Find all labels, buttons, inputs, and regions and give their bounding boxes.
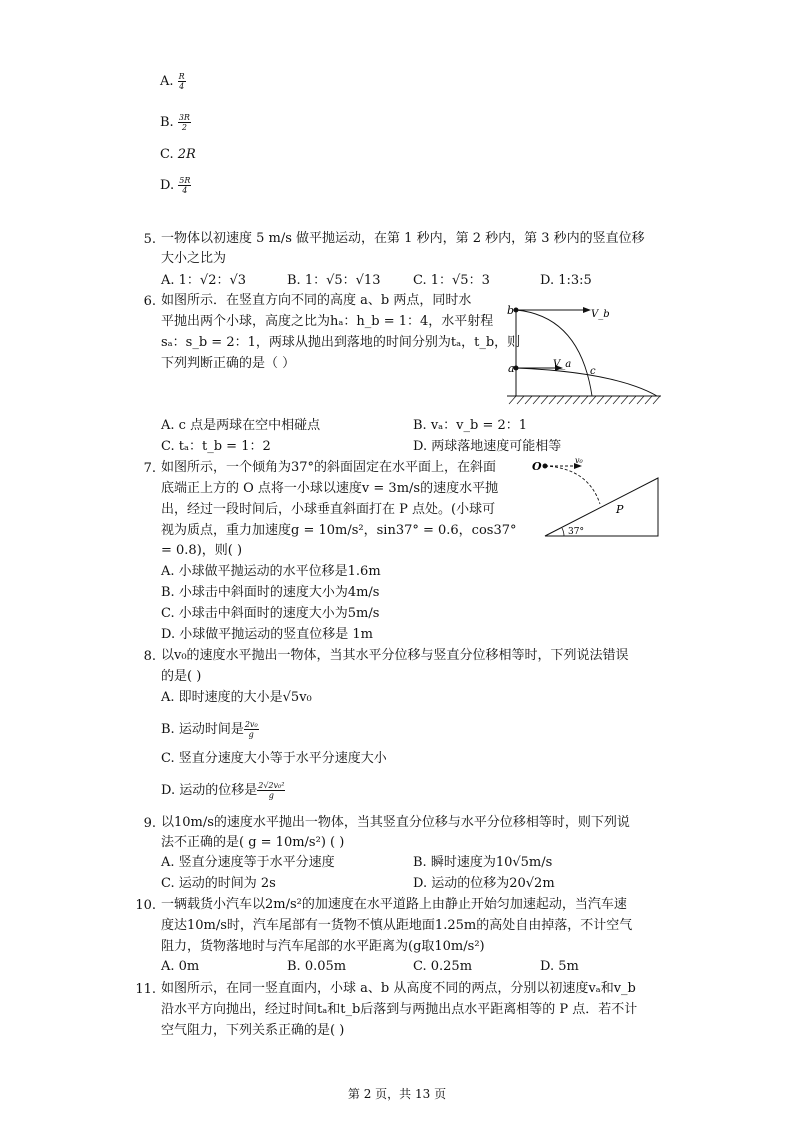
q10-text-line: 阻力，货物落地时与汽车尾部的水平距离为(g取10m/s²): [161, 939, 485, 954]
q7-text-line: = 0.8)，则( ): [161, 543, 243, 558]
fraction: $\frac{\text{2√2v₀²}}{g}$: [258, 781, 285, 800]
q5-text-line: 一物体以初速度 5 m/s 做平抛运动，在第 1 秒内，第 2 秒内，第 3 秒内的竖直位移: [161, 231, 645, 246]
label-o: O: [532, 460, 542, 473]
fraction: $\frac{5R}{4}$: [179, 176, 191, 195]
q10-option-a: A. 0m: [161, 959, 200, 974]
q6-option-d: D. 两球落地速度可能相等: [413, 439, 562, 454]
label-angle: 37°: [568, 527, 584, 537]
q7-text-line: 底端正上方的 O 点将一小球以速度v = 3m/s的速度水平抛: [161, 481, 499, 496]
q9-option-a: A. 竖直分速度等于水平分速度: [161, 855, 335, 870]
q8-option-a: A. 即时速度的大小是√5v₀: [161, 690, 312, 705]
q11-text-line: 沿水平方向抛出，经过时间tₐ和t_b后落到与两抛出点水平距离相等的 P 点．若不计: [161, 1002, 638, 1017]
q7-option-b: B. 小球击中斜面时的速度大小为4m/s: [161, 585, 380, 600]
question-number: 6.: [143, 294, 156, 309]
q6-text-line: sₐ：s_b = 2：1，两球从抛出到落地的时间分别为tₐ，t_b，则: [161, 335, 521, 350]
q7-option-a: A. 小球做平抛运动的水平位移是1.6m: [161, 564, 381, 579]
q9-option-c: C. 运动的时间为 2s: [161, 876, 276, 891]
q9-option-b: B. 瞬时速度为10√5m/s: [413, 855, 553, 870]
label-p: P: [616, 503, 624, 516]
q7-option-c: C. 小球击中斜面时的速度大小为5m/s: [161, 606, 380, 621]
q7-option-d: D. 小球做平抛运动的竖直位移是 1m: [161, 627, 373, 642]
q5-option-b: B. 1：√5：√13: [287, 273, 381, 288]
q10-text-line: 一辆载货小汽车以2m/s²的加速度在水平道路上由静止开始匀加速起动，当汽车速: [161, 897, 627, 912]
q8-text-line: 的是( ): [161, 669, 202, 684]
question-number: 5.: [143, 232, 156, 247]
q7-text-line: 视为质点，重力加速度g = 10m/s²，sin37° = 0.6，cos37°: [161, 523, 517, 538]
q10-option-b: B. 0.05m: [287, 959, 347, 974]
q9-text-line: 以10m/s的速度水平抛出一物体，当其竖直分位移与水平分位移相等时，则下列说: [161, 815, 630, 830]
q9-option-d: D. 运动的位移为20√2m: [413, 876, 555, 891]
question-number: 7.: [143, 461, 156, 476]
q8-text-line: 以v₀的速度水平抛出一物体，当其水平分位移与竖直分位移相等时，下列说法错误: [161, 648, 629, 663]
fraction: $\frac{3R}{2}$: [178, 113, 190, 132]
question-number: 10.: [135, 898, 156, 913]
label-v0: v₀: [575, 456, 583, 465]
label-c: c: [590, 366, 596, 377]
q11-text-line: 如图所示，在同一竖直面内，小球 a、b 从高度不同的两点，分别以初速度vₐ和v_b: [161, 981, 636, 996]
top-option-d: D. $\frac{5R}{4}$: [160, 176, 191, 195]
fraction: $\frac{\text{2v₀}}{g}$: [244, 720, 258, 739]
q5-option-c: C. 1：√5：3: [413, 273, 490, 288]
q7-text-line: 如图所示，一个倾角为37°的斜面固定在水平面上，在斜面: [161, 460, 497, 475]
top-option-c: C. 2R: [160, 147, 196, 162]
q8-option-d: D. 运动的位移是 $\frac{\text{2√2v₀²}}{g}$: [161, 781, 285, 800]
top-option-b: B. $\frac{3R}{2}$: [160, 113, 190, 132]
label-va: V_a: [553, 359, 572, 370]
q6-text-line: 平抛出两个小球，高度之比为hₐ：h_b = 1：4，水平射程: [161, 314, 494, 329]
q6-figure: [505, 296, 665, 408]
q8-option-c: C. 竖直分速度大小等于水平分速度大小: [161, 751, 387, 766]
q5-option-a: A. 1：√2：√3: [161, 273, 247, 288]
q6-option-a: A. c 点是两球在空中相碰点: [161, 418, 321, 433]
q6-option-c: C. tₐ：t_b = 1：2: [161, 439, 271, 454]
label-b: b: [507, 304, 515, 317]
q7-text-line: 出，经过一段时间后，小球垂直斜面打在 P 点处。(小球可: [161, 502, 496, 517]
q5-option-d: D. 1:3:5: [540, 273, 592, 288]
label-a: a: [508, 362, 515, 375]
q10-text-line: 度达10m/s时，汽车尾部有一货物不慎从距地面1.25m的高处自由掉落，不计空气: [161, 918, 633, 933]
q6-text-line: 如图所示．在竖直方向不同的高度 a、b 两点，同时水: [161, 293, 472, 308]
top-option-a: A. $\frac{R}{4}$: [160, 72, 185, 91]
question-number: 11.: [135, 982, 156, 997]
question-number: 9.: [143, 816, 156, 831]
q5-text-line: 大小之比为: [161, 251, 227, 266]
fraction: $\frac{R}{4}$: [178, 72, 185, 91]
q7-figure: [528, 456, 663, 540]
page-footer: 第 2 页，共 13 页: [347, 1087, 447, 1101]
q8-option-b: B. 运动时间是 $\frac{\text{2v₀}}{g}$: [161, 720, 258, 739]
label-vb: V_b: [591, 309, 610, 320]
q6-text-line: 下列判断正确的是（ ）: [161, 356, 296, 371]
q10-option-c: C. 0.25m: [413, 959, 473, 974]
question-number: 8.: [143, 649, 156, 664]
q11-text-line: 空气阻力，下列关系正确的是( ): [161, 1023, 345, 1038]
q10-option-d: D. 5m: [540, 959, 579, 974]
q6-option-b: B. vₐ：v_b = 2：1: [413, 418, 528, 433]
q9-text-line: 法不正确的是( g = 10m/s²) ( ): [161, 835, 345, 850]
